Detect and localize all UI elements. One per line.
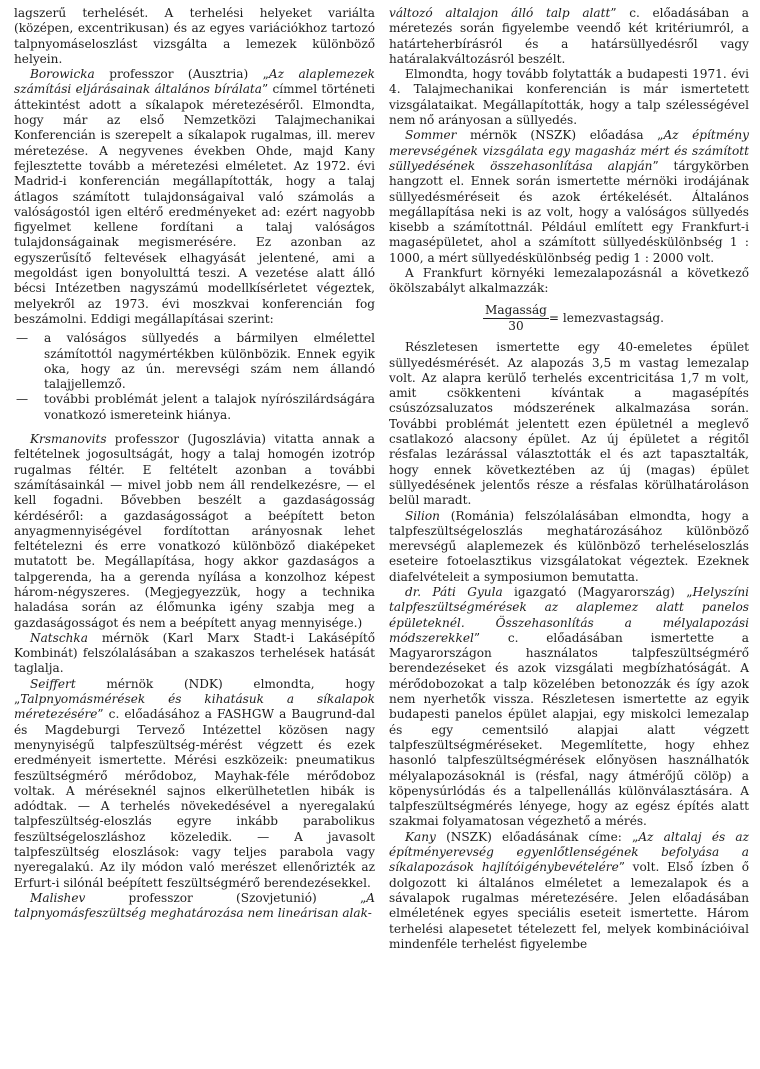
formula-denominator: 30 bbox=[508, 318, 524, 333]
list-item bbox=[14, 331, 375, 392]
paragraph-krsmanovits bbox=[14, 432, 375, 631]
paragraph-40-storey-building bbox=[389, 340, 749, 508]
paragraph-load-variation bbox=[14, 6, 375, 67]
lecture-title: A talpnyomásfeszültség meghatározása nem lineárisan alak- bbox=[14, 890, 375, 921]
paragraph-text: ” c. előadásában ismertette a Magyarországon használatos talpfeszültségmérő berendezéseket és azok vizsgálati megbízhatóságát. A mérődobozokat a talp közelében betonozzák és így azok nem nyerhetők vissza. Részletesen ismertette az egyik budapesti panelos épület alapjai, egy miskolci lemezalap és egy cementsiló alapjai alatt végzett talpfeszültségméréseket. Megemlítette, hogy ehhez hasonló talpfeszültségmérések előnyösen használhatók mélyalapozásoknál is (résfal, nagy átmérőjű cölöp) a köpenysúrlódás és a talpellenállás különválasztására. A talpfeszültségmérés lényege, hogy az egész építés alatt szakmai folyamatosan végezhető a mérés. bbox=[389, 630, 749, 829]
paragraph-text: igazgató (Magyarország) „ bbox=[502, 584, 693, 599]
paragraph-malishev-continued bbox=[389, 6, 749, 67]
lecture-title: Az alaplemezek számítási eljárásainak általános bírálata bbox=[14, 67, 375, 97]
paragraph-text: mérnök (NSZK) előadása „ bbox=[456, 128, 664, 143]
list-item-text: a valóságos süllyedés a bármilyen elmélettel számítottól nagymértékben különbözik. Ennek egyik oka, hogy az ún. merevségi szám nem állandó talajjellemző. bbox=[44, 331, 375, 392]
lecture-title: változó altalajon álló talp alatt bbox=[389, 6, 611, 20]
paragraph-pati-gyula bbox=[389, 585, 749, 830]
paragraph-text: mérnök (Karl Marx Stadt-i Lakásépítő Kombinát) felszólalásában a szakaszos terhelések hatását taglalja. bbox=[14, 630, 375, 676]
paragraph-text: professzor (Szovjetunió) „ bbox=[85, 890, 367, 905]
formula-result: = lemezvastagság. bbox=[548, 310, 664, 325]
speaker-name: Seiffert bbox=[30, 676, 76, 691]
list-item-text: további problémát jelent a talajok nyírószilárdságára vonatkozó ismereteink hiánya. bbox=[44, 392, 375, 422]
paragraph-text: (Románia) felszólalásában elmondta, hogy a talpfeszültségeloszlás meghatározásához különböző merevségű alaplemezek és különböző terheléseloszlás eseteire fotoelasztikus vizsgálatokat végeztek. Ezeknek diafelvételeit a symposiumon bemutatta. bbox=[389, 508, 749, 584]
formula-fraction bbox=[483, 303, 549, 335]
list-item bbox=[14, 392, 375, 423]
paragraph-malishev bbox=[14, 891, 375, 922]
findings-list bbox=[14, 331, 375, 423]
paragraph-text: (NSZK) előadásának címe: „ bbox=[435, 829, 639, 844]
paragraph-text: Elmondta, hogy tovább folytatták a budapesti 1971. évi 4. Talajmechanikai konferencián is már ismertetett vizsgálataikat. Megállapították, hogy a talp szélességével nem nő arányosan a süllyedés. bbox=[389, 67, 749, 128]
formula-numerator: Magasság bbox=[483, 303, 549, 319]
speaker-name: Kany bbox=[405, 829, 436, 844]
speaker-name: Krsmanovits bbox=[30, 432, 107, 447]
paragraph-budapest-conference bbox=[389, 67, 749, 128]
paragraph-text: ” tárgykörben hangzott el. Ennek során ismertette mérnöki irodájának süllyedésméréseit és azok értékelését. Általános megállapítása neki is az volt, hogy a valóságos süllyedés kisebb a számítottnál. Például említett egy Frankfurt-i magasépületet, ahol a számított süllyedéskülönbség 1 : 1000, a mért süllyedéskülönbség pedig 1 : 2000 volt. bbox=[389, 158, 750, 265]
speaker-name: dr. Páti Gyula bbox=[405, 584, 503, 599]
lecture-title: Helyszíni talpfeszültségmérések az alaplemez alatt panelos épületeknél. Összehasonlítás a mélyalapozási módszerekkel bbox=[389, 584, 749, 645]
speaker-name: Malishev bbox=[30, 890, 86, 905]
paragraph-text: ” volt. Első ízben ő dolgozott ki általános elméletet a lemezalapok és a sávalapok rugalmas méretezésére. Jelen előadásában elméletének egyes speciális eseteit ismertette. Három terhelési alapesetet tételezett fel, melyek kombinációival mindenféle terhelést figyelembe bbox=[389, 860, 749, 951]
paragraph-text: Részletesen ismertette egy 40-emeletes épület süllyedésmérését. Az alapozás 3,5 m vastag lemezalap volt. Az alapra kerülő terhelés excentricitása 1,7 m volt, amit csökkenteni kívántak a magasépítés csúszózsaluzatos módszerének alkalmazása során. További problémát jelentett ezen épületnél a meglevő csatlakozó alacsony épület. Az új épületet a régitől résfalas lezárással választották el és azt tapasztalták, hogy ennek következtében az új (magas) épület süllyedésének jelentős része a résfalas körülhatároláson belül maradt. bbox=[389, 340, 749, 508]
paragraph-kany bbox=[389, 830, 749, 952]
paragraph-sommer bbox=[389, 128, 749, 266]
lecture-title: Az altalaj és az építményerevség egyenlőtlenségének befolyása a síkalapozások hajlítóigénybevételére bbox=[389, 829, 749, 875]
paragraph-text: ” c. előadásában a méretezés során figyelembe veendő két kritériumról, a határteherbírásról és a határsüllyedésről vagy határalakváltozásról beszélt. bbox=[389, 6, 750, 66]
paragraph-text: professzor (Jugoszlávia) vitatta annak a feltételnek jogosultságát, hogy a talaj homogén izotróp rugalmas féltér. E feltételt azonban a további számításainkál — mivel jobb nem áll rendelkezésre, — el kell fogadni. Bővebben beszélt a gazdaságosság kérdéséről: a gazdaságosságot a beépített beton anyagmennyiségével fordítottan arányosnak lehet feltételezni és erre vonatkozó különböző diaképeket mutatott be. Megállapítása, hogy akkor gazdaságos a talpgerenda, ha a gerenda nyílása a konzolhoz képest három-négyszeres. (Megjegyezzük, hogy a technika haladása során az élőmunka igény szabja meg a gazdaságosságot és nem a beépített anyag mennyisége.) bbox=[14, 432, 375, 630]
rule-formula bbox=[483, 303, 749, 335]
paragraph-silion bbox=[389, 509, 749, 585]
speaker-name: Natschka bbox=[30, 630, 88, 645]
lecture-title: Az építmény merevségének vizsgálata egy magasház mért és számított süllyedésének összehasonlítása alapján bbox=[389, 128, 750, 173]
speaker-name: Silion bbox=[405, 508, 440, 523]
lecture-title: Talpnyomásmérések és kihatásuk a síkalapok méretezésére bbox=[14, 692, 375, 722]
speaker-name: Sommer bbox=[405, 128, 457, 143]
right-column bbox=[389, 6, 749, 952]
paragraph-seiffert bbox=[14, 677, 375, 891]
paragraph-text: A Frankfurt környéki lemezalapozásnál a következő ökölszabályt alkalmazzák: bbox=[389, 266, 749, 296]
paragraph-natschka bbox=[14, 631, 375, 677]
paragraph-text: ” címmel történeti áttekintést adott a síkalapok méretezéséről. Elmondta, hogy már az első Nemzetközi Talajmechanikai Konferencián is szerepelt a síkalapok rugalmas, ill. merev méretezése. A negyvenes években Ohde, majd Kany fejlesztette tovább a méretezési elméletet. Az 1972. évi Madrid-i konferencián megállapították, hogy a talaj átlagos számított tulajdonságaival való számolás a valóságostól igen eltérő eredményeket ad: ezért nagyobb figyelmet kellene fordítani a talaj valóságos tulajdonságainak megismerésére. Ez azonban az egyszerűsítő feltevések elhagyását jelentené, ami a megoldást igen bonyolulttá teszi. A vezetése alatt álló bécsi Intézetben nagyszámú modellkísérletet végeztek, melyekről az 1973. évi moszkvai konferencián fog beszámolni. Eddigi megállapításai szerint: bbox=[14, 82, 375, 326]
speaker-name: Borowicka bbox=[30, 67, 95, 82]
paragraph-text: lagszerű terhelését. A terhelési helyeket variálta (középen, excentrikusan) és az egyes variációkhoz tartozó talpnyomáseloszlást vizsgálta a lemezek különböző helyein. bbox=[14, 6, 375, 66]
paragraph-text: mérnök (NDK) elmondta, hogy „ bbox=[14, 676, 375, 707]
paragraph-text: ” c. előadásához a FASHGW a Baugrund-dal és Magdeburgi Tervező Intézettel közösen nagy menynyiségű talpfeszültség-mérést végzett és ezek eredményeit ismertette. Mérési eszközeik: pneumatikus feszültségmérő mérődoboz, Mayhak-féle mérődoboz voltak. A méréseknél sajnos elkerülhetetlen hibák is adódtak. — A terhelés növekedésével a nyeregalakú talpfeszültség-eloszlás egyre inkább parabolikus feszültségeloszláshoz közeledik. — A javasolt talpfeszültség eloszlások: vagy teljes parabola vagy nyeregalakú. Az ily módon való merészet ellenőrizték az Erfurt-i silónál beépített feszültségmérő berendezésekkel. bbox=[14, 707, 375, 890]
paragraph-borowicka bbox=[14, 67, 375, 327]
left-column bbox=[14, 6, 375, 922]
paragraph-text: professzor (Ausztria) „ bbox=[94, 67, 269, 82]
paragraph-rule-of-thumb bbox=[389, 266, 749, 297]
